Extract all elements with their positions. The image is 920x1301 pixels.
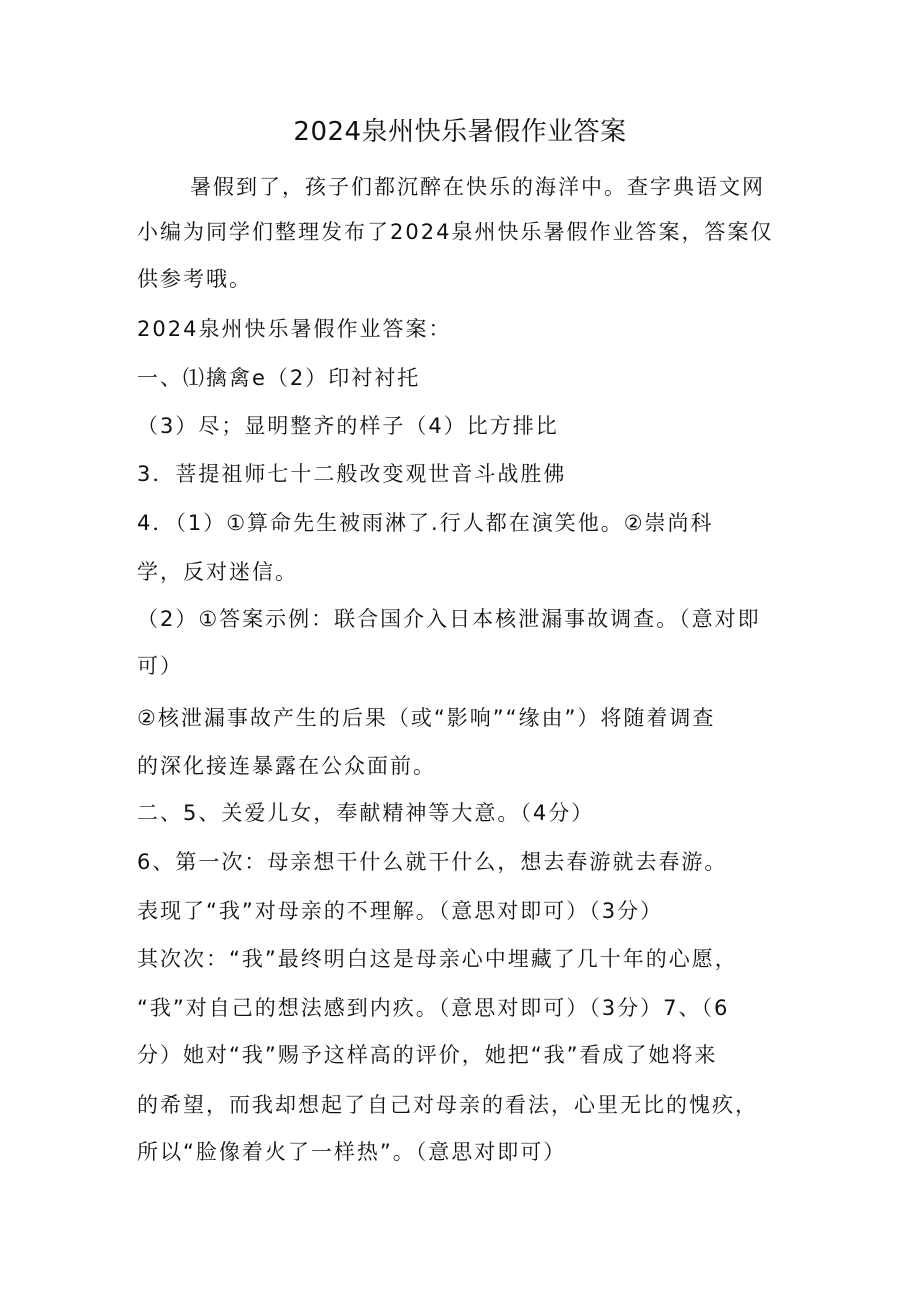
answer-line: （3）尽；显明整齐的样子（4）比方排比 (137, 414, 559, 438)
answer-line: 的希望，而我却想起了自己对母亲的看法，心里无比的愧疚， (137, 1093, 758, 1117)
intro-line-3: 供参考哦。 (137, 267, 252, 291)
answer-line: （2）①答案示例：联合国介入日本核泄漏事故调查。（意对即 (137, 607, 761, 631)
intro-line-1: 暑假到了，孩子们都沉醉在快乐的海洋中。查字典语文网 (190, 175, 765, 199)
answer-line: 6、第一次：母亲想干什么就干什么，想去春游就去春游。 (137, 850, 728, 874)
answer-line: 4．（1）①算命先生被雨淋了.行人都在演笑他。②崇尚科 (137, 511, 714, 535)
answer-line: 一、⑴擒禽e（2）印衬衬托 (137, 366, 421, 390)
answer-line: 所以“脸像着火了一样热”。（意思对即可） (137, 1140, 567, 1164)
answer-line: 其次次：“我”最终明白这是母亲心中埋藏了几十年的心愿， (137, 947, 738, 971)
answer-line: 分）她对“我”赐予这样高的评价，她把“我”看成了她将来 (137, 1043, 718, 1067)
document-title: 2024泉州快乐暑假作业答案 (293, 117, 627, 147)
answer-line: ②核泄漏事故产生的后果（或“影响”“缘由”）将随着调查 (137, 706, 716, 730)
answer-line: 表现了“我”对母亲的不理解。（意思对即可）（3分） (137, 899, 664, 923)
intro-line-2: 小编为同学们整理发布了2024泉州快乐暑假作业答案，答案仅 (137, 220, 774, 244)
answer-line: “我”对自己的想法感到内疚。（意思对即可）（3分）7、（6 (137, 996, 730, 1020)
answer-heading: 2024泉州快乐暑假作业答案： (137, 317, 452, 341)
answer-line: 可） (137, 654, 183, 678)
answer-line: 3．菩提祖师七十二般改变观世音斗战胜佛 (137, 462, 567, 486)
answer-line: 学，反对迷信。 (137, 560, 298, 584)
answer-line: 二、5、关爱儿女，奉献精神等大意。（4分） (137, 801, 595, 825)
answer-line: 的深化接连暴露在公众面前。 (137, 754, 436, 778)
